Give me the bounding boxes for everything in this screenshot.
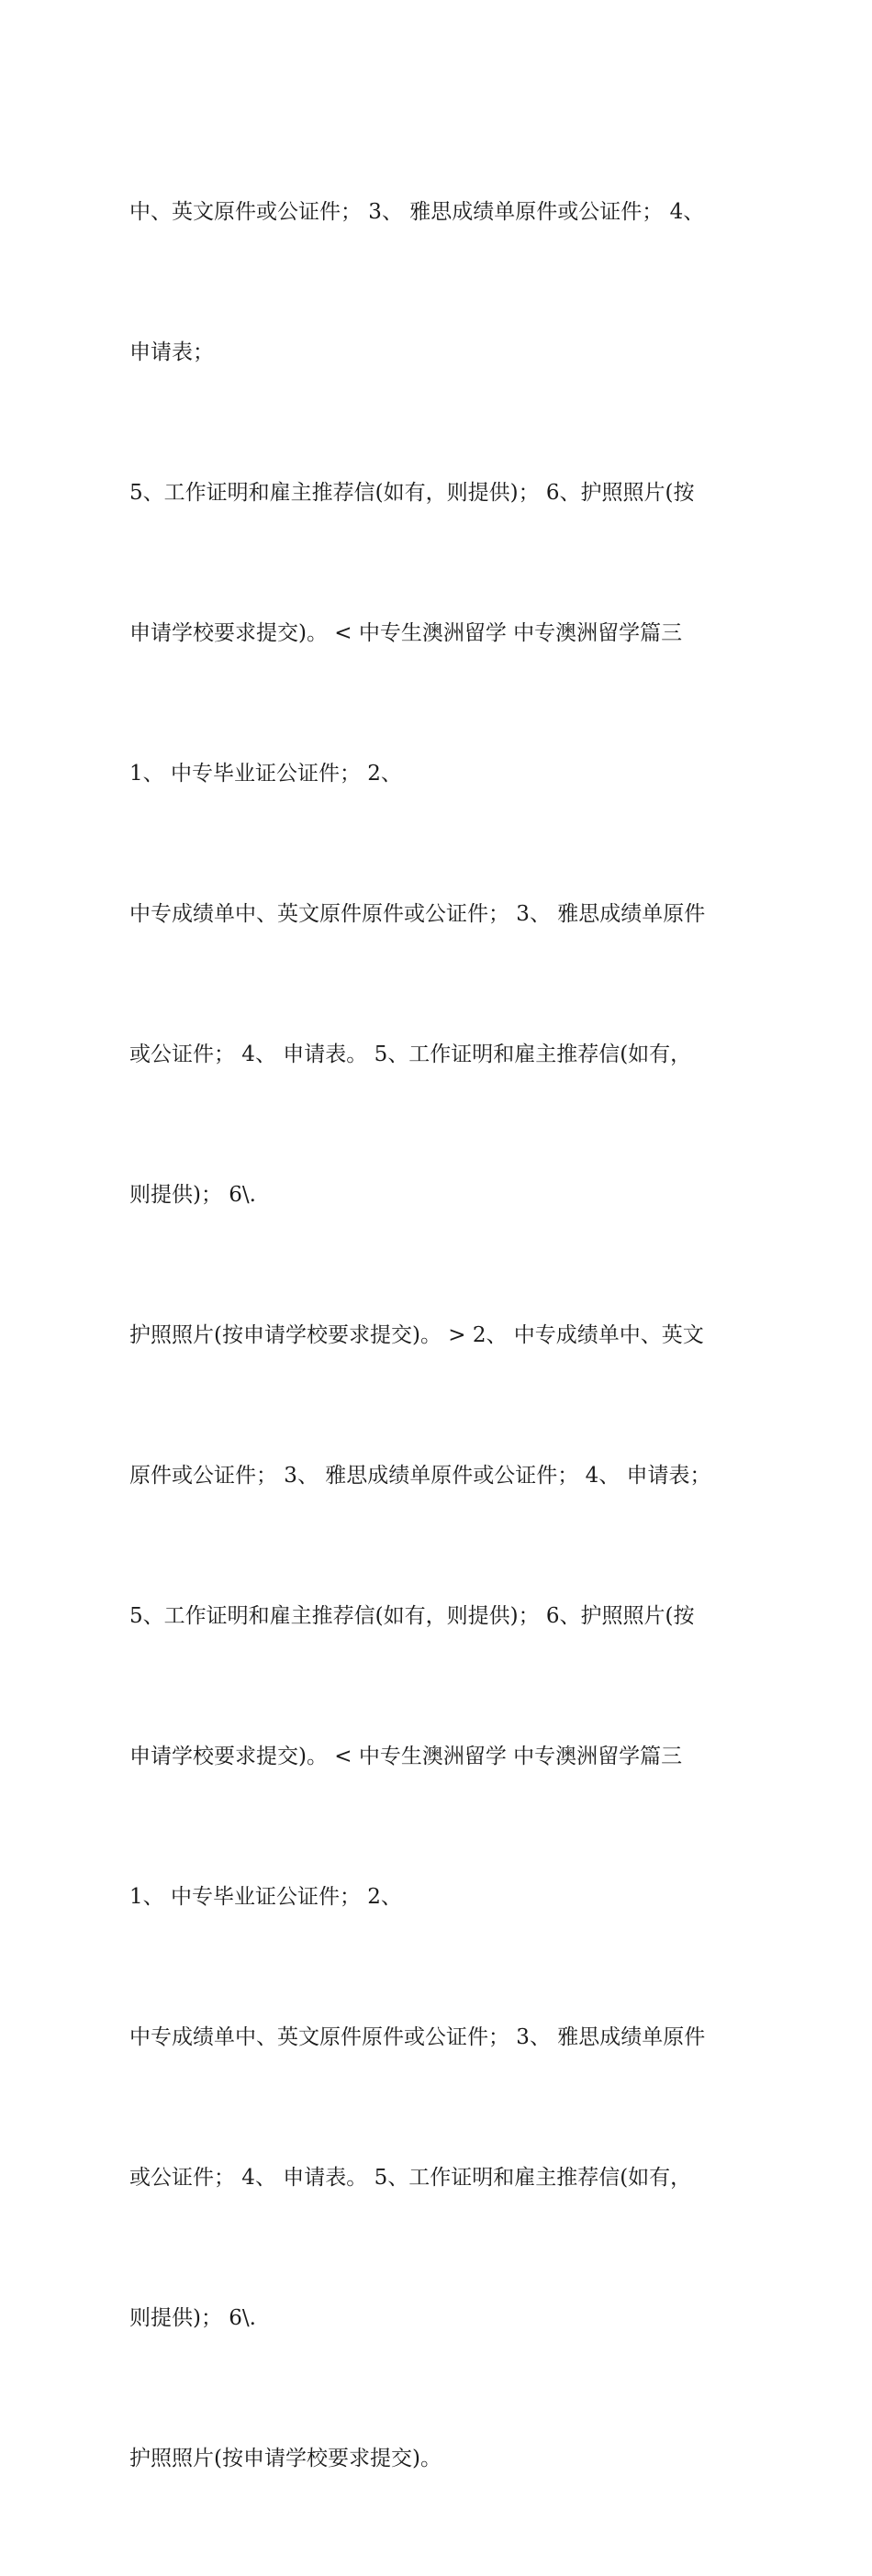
- text-line: 或公证件； 4、 申请表。 5、工作证明和雇主推荐信(如有，: [129, 2166, 692, 2190]
- text-line: 护照照片(按申请学校要求提交)。: [129, 2447, 442, 2470]
- text-line: 中专成绩单中、英文原件原件或公证件； 3、 雅思成绩单原件: [129, 2025, 706, 2049]
- text-line: 5、工作证明和雇主推荐信(如有，则提供)； 6、护照照片(按: [129, 1604, 695, 1628]
- text-line: 5、工作证明和雇主推荐信(如有，则提供)； 6、护照照片(按: [129, 481, 695, 505]
- text-line: 申请学校要求提交)。 < 中专生澳洲留学 中专澳洲留学篇三: [129, 1745, 683, 1768]
- text-line: 护照照片(按申请学校要求提交)。 > 2、 中专成绩单中、英文: [129, 1323, 704, 1347]
- text-line: 中、英文原件或公证件； 3、 雅思成绩单原件或公证件； 4、: [129, 200, 705, 224]
- text-line: 1、 中专毕业证公证件； 2、: [129, 1885, 402, 1909]
- text-line: 原件或公证件； 3、 雅思成绩单原件或公证件； 4、 申请表；: [129, 1464, 711, 1488]
- text-line: 中专成绩单中、英文原件原件或公证件； 3、 雅思成绩单原件: [129, 902, 706, 926]
- document-body: [129, 95, 754, 2576]
- text-line: 申请表；: [129, 340, 214, 364]
- text-line: 申请学校要求提交)。 < 中专生澳洲留学 中专澳洲留学篇三: [129, 621, 683, 645]
- text-line: 1、 中专毕业证公证件； 2、: [129, 762, 402, 786]
- text-line: 或公证件； 4、 申请表。 5、工作证明和雇主推荐信(如有，: [129, 1043, 692, 1066]
- text-line: 则提供)； 6\.: [129, 2306, 256, 2330]
- text-line: 则提供)； 6\.: [129, 1183, 256, 1207]
